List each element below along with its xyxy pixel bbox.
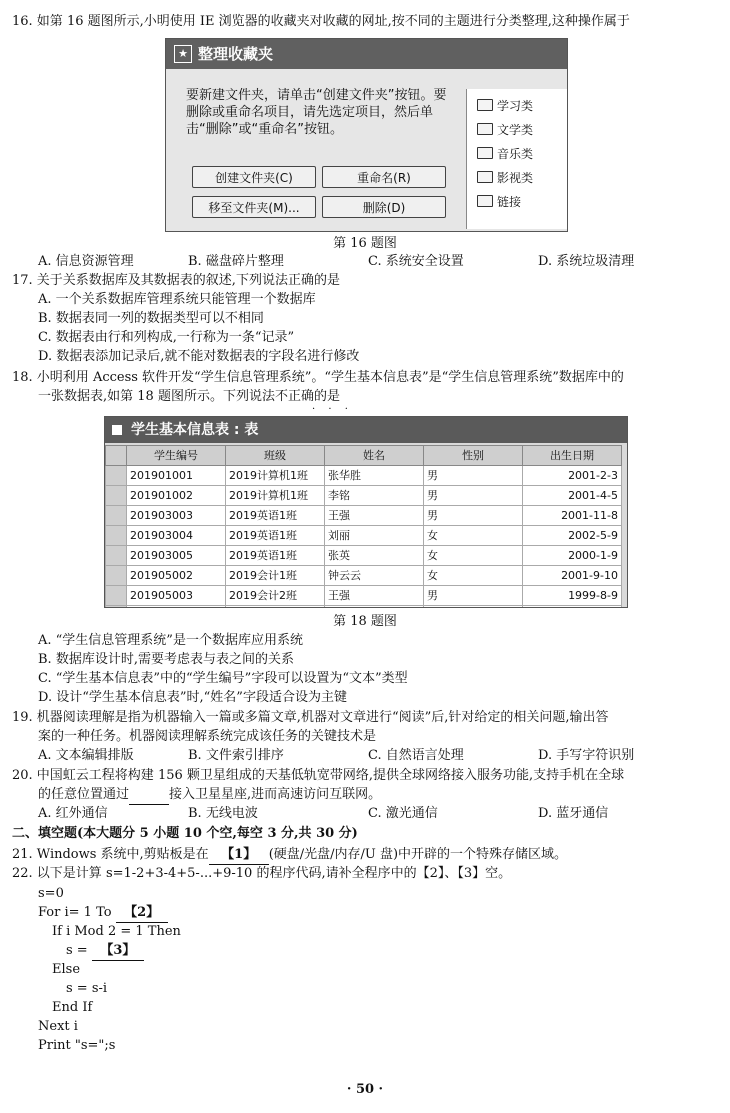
table-title: 学生基本信息表 : 表 [131,422,259,438]
q22-blank-3[interactable]: 【3】 [92,941,144,961]
q19-options [38,746,678,765]
column-header[interactable]: 性别 [424,446,523,466]
table-row[interactable]: 201903004 2019英语1班 刘丽 女 2002-5-9 [106,526,622,546]
q20-options [38,804,678,823]
figure-16-caption: 第 16 题图 [333,236,397,251]
emphasis-dots: · · · [312,404,353,415]
dialog-instruction: 要新建文件夹，请单击“创建文件夹”按钮。要删除或重命名项目，请先选定项目，然后单击“删除”或“重命名”按钮。 [186,88,447,137]
folder-icon [477,171,493,183]
move-to-folder-button[interactable]: 移至文件夹(M)... [192,196,316,218]
table-row[interactable]: 201901001 2019计算机1班 张华胜 男 2001-2-3 [106,466,622,486]
q20-stem: 20. 中国虹云工程将构建 156 颗卫星组成的天基低轨宽带网络,提供全球网络接入服务功能,支持手机在全球 [12,768,625,783]
q20-option-a: A. 红外通信 [38,806,108,821]
folder-item[interactable]: 影视类 [477,169,533,187]
table-row[interactable]: 201903003 2019英语1班 王强 男 2001-11-8 [106,506,622,526]
table-row[interactable]: 201905003 2019会计2班 王强 男 1999-8-9 [106,586,622,606]
table-row[interactable]: 201905002 2019会计1班 钟云云 女 2001-9-10 [106,566,622,586]
q19-option-c: C. 自然语言处理 [368,748,464,763]
rename-button[interactable]: 重命名(R) [322,166,446,188]
access-table-window [104,416,628,608]
q18-option-a: A. “学生信息管理系统”是一个数据库应用系统 [38,633,303,648]
q20-option-d: D. 蓝牙通信 [538,806,609,821]
column-header[interactable]: 姓名 [325,446,424,466]
q22-stem: 22. 以下是计算 s=1-2+3-4+5-...+9-10 的程序代码,请补全程序中的【2】、【3】空。 [12,866,512,881]
q18-stem: 18. 小明利用 Access 软件开发“学生信息管理系统”。“学生基本信息表”是“学生信息管理系统”数据库中的 [12,370,624,385]
folder-item[interactable]: 链接 [477,193,521,211]
table-row[interactable]: 201903005 2019英语1班 张英 女 2000-1-9 [106,546,622,566]
figure-18-caption: 第 18 题图 [333,614,397,629]
code-line: s=0 [38,886,64,901]
q20-option-c: C. 激光通信 [368,806,438,821]
table-icon [112,425,122,435]
folder-star-icon: ★ [174,45,192,63]
column-header[interactable]: 出生日期 [523,446,622,466]
q21-stem: 21. Windows 系统中,剪贴板是在 【1】 (硬盘/光盘/内存/U 盘)中开辟的一个特殊存储区域。 [12,845,567,865]
folder-item[interactable]: 文学类 [477,121,533,139]
table-title-bar [105,417,627,443]
q22-blank-2[interactable]: 【2】 [116,903,168,923]
delete-button[interactable]: 删除(D) [322,196,446,218]
dialog-title-bar [166,39,567,69]
q16-option-c: C. 系统安全设置 [368,254,464,269]
q16-option-b: B. 磁盘碎片整理 [188,254,284,269]
q19-option-a: A. 文本编辑排版 [38,748,134,763]
page-number: · 50 · [346,1082,384,1097]
q16-options [38,252,678,271]
table-row[interactable]: 201901002 2019计算机1班 李铭 男 2001-4-5 [106,486,622,506]
folder-icon [477,99,493,111]
code-line: If i Mod 2 = 1 Then [52,924,181,939]
q18-option-d: D. 设计“学生基本信息表”时,“姓名”字段适合设为主键 [38,690,347,705]
q18-stem-continued: 一张数据表,如第 18 题图所示。下列说法不正确的是 [38,389,340,404]
q17-option-d: D. 数据表添加记录后,就不能对数据表的字段名进行修改 [38,349,360,364]
code-line: For i= 1 To 【2】 [38,903,168,923]
q17-option-a: A. 一个关系数据库管理系统只能管理一个数据库 [38,292,316,307]
q18-option-b: B. 数据库设计时,需要考虑表与表之间的关系 [38,652,294,667]
datasheet-grid [105,445,622,608]
code-line: End If [52,1000,93,1015]
q18-option-c: C. “学生基本信息表”中的“学生编号”字段可以设置为“文本”类型 [38,671,408,686]
column-header[interactable]: 学生编号 [127,446,226,466]
dialog-title: 整理收藏夹 [198,45,274,63]
q20-option-b: B. 无线电波 [188,806,258,821]
column-header[interactable]: 班级 [226,446,325,466]
create-folder-button[interactable]: 创建文件夹(C) [192,166,316,188]
code-line: Else [52,962,81,977]
table-row[interactable] [106,606,622,609]
section-2-heading: 二、填空题(本大题分 5 小题 10 个空,每空 3 分,共 30 分) [12,826,358,841]
q19-option-b: B. 文件索引排序 [188,748,284,763]
q17-option-c: C. 数据表由行和列构成,一行称为一条“记录” [38,330,295,345]
q19-stem-continued: 案的一种任务。机器阅读理解系统完成该任务的关键技术是 [38,729,377,744]
folder-item[interactable]: 音乐类 [477,145,533,163]
folder-icon [477,147,493,159]
q16-option-d: D. 系统垃圾清理 [538,254,635,269]
code-line: Print "s=";s [38,1038,116,1053]
folder-item[interactable]: 学习类 [477,97,533,115]
table-header-row [106,446,622,466]
code-line: Next i [38,1019,78,1034]
code-line: s = 【3】 [66,941,144,961]
organize-favorites-dialog [165,38,568,232]
q20-stem-continued: 的任意位置通过 接入卫星星座,进而高速访问互联网。 [38,785,381,805]
code-line: s = s-i [66,981,108,996]
q19-option-d: D. 手写字符识别 [538,748,635,763]
q17-option-b: B. 数据表同一列的数据类型可以不相同 [38,311,264,326]
q21-blank-1[interactable]: 【1】 [209,845,269,865]
q17-stem: 17. 关于关系数据库及其数据表的叙述,下列说法正确的是 [12,273,340,288]
q19-stem: 19. 机器阅读理解是指为机器输入一篇或多篇文章,机器对文章进行“阅读”后,针对给定的相关问题,输出答 [12,710,609,725]
q16-stem: 16. 如第 16 题图所示,小明使用 IE 浏览器的收藏夹对收藏的网址,按不同的主题进行分类整理,这种操作属于 [12,14,630,29]
favorites-folder-list [466,89,567,229]
folder-icon [477,195,493,207]
q16-option-a: A. 信息资源管理 [38,254,134,269]
q20-blank[interactable] [129,785,169,805]
folder-icon [477,123,493,135]
